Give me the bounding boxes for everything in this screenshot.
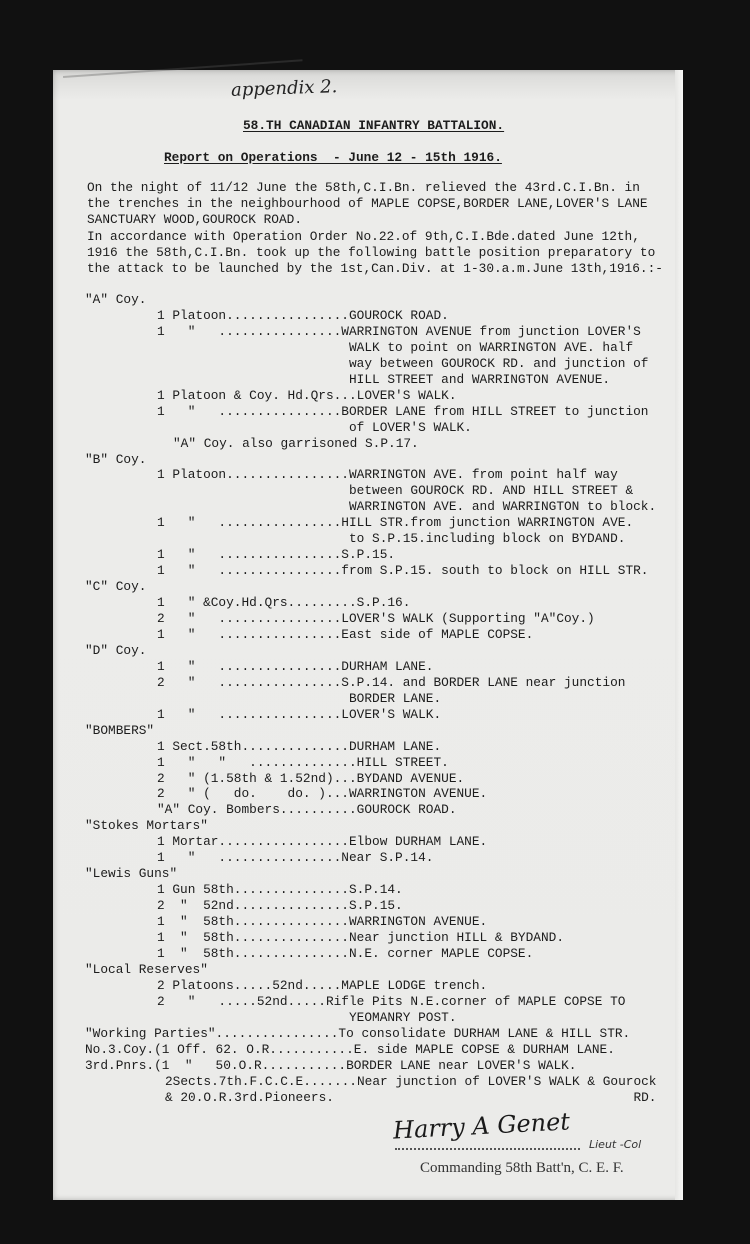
position-entry: "A" Coy. Bombers..........GOUROCK ROAD. [157,802,457,818]
position-entry: 2 " ................S.P.14. and BORDER LANE near junction [157,674,626,690]
section-heading: "Local Reserves" [85,961,208,977]
section-heading: "Stokes Mortars" [85,818,208,834]
position-entry: between GOUROCK RD. AND HILL STREET & [157,483,634,499]
position-entry: 1 Sect.58th..............DURHAM LANE. [157,738,442,754]
position-entry: 3rd.Pnrs.(1 " 50.O.R...........BORDER LANE near LOVER'S WALK. [85,1057,577,1073]
signature-line [395,1148,580,1150]
position-entry: 2 " 52nd...............S.P.15. [157,898,403,914]
position-entry: & 20.O.R.3rd.Pioneers. RD. [165,1089,657,1105]
section-heading: "C" Coy. [85,579,147,595]
position-entry: 1 Platoon................GOUROCK ROAD. [157,307,449,323]
intro-line: In accordance with Operation Order No.22.of 9th,C.I.Bde.dated June 12th, [87,228,640,244]
position-entry: 2 " ( do. do. )...WARRINGTON AVENUE. [157,786,488,802]
position-entry: 1 Platoon & Coy. Hd.Qrs...LOVER'S WALK. [157,387,457,403]
intro-line: SANCTUARY WOOD,GOUROCK ROAD. [87,212,303,228]
section-heading: "D" Coy. [85,642,147,658]
signature-rank: Lieut -Col [589,1138,642,1151]
section-heading: "BOMBERS" [85,722,155,738]
intro-line: 1916 the 58th,C.I.Bn. took up the following battle position preparatory to [87,244,656,260]
position-entry: BORDER LANE. [157,690,442,706]
document-subheading: Report on Operations - June 12 - 15th 1916. [164,150,502,165]
signature-stamp: Commanding 58th Batt'n, C. E. F. [420,1160,624,1176]
section-heading: "Lewis Guns" [85,866,178,882]
position-entry: 1 " ................DURHAM LANE. [157,658,434,674]
position-entry: 1 " &Coy.Hd.Qrs.........S.P.16. [157,595,411,611]
position-entry: 1 " 58th...............Near junction HILL & BYDAND. [157,930,565,945]
intro-line: the attack to be launched by the 1st,Can.Div. at 1-30.a.m.June 13th,1916.:- [87,261,663,276]
position-entry: 1 " ................BORDER LANE from HILL STREET to junction [157,403,649,419]
position-entry: "Working Parties"................To consolidate DURHAM LANE & HILL STR. [85,1025,631,1041]
position-entry: 2 " (1.58th & 1.52nd)...BYDAND AVENUE. [157,770,465,786]
intro-line: On the night of 11/12 June the 58th,C.I.Bn. relieved the 43rd.C.I.Bn. in [87,180,640,195]
position-entry: No.3.Coy.(1 Off. 62. O.R...........E. side MAPLE COPSE & DURHAM LANE. [85,1041,615,1057]
position-entry: way between GOUROCK RD. and junction of [157,355,649,371]
handwritten-annotation: appendix 2. [230,76,338,101]
position-entry: HILL STREET and WARRINGTON AVENUE. [157,371,611,387]
position-entry: 1 Gun 58th...............S.P.14. [157,882,403,898]
position-entry: 1 " ................Near S.P.14. [157,850,434,866]
position-entry: 2 " .....52nd.....Rifle Pits N.E.corner of MAPLE COPSE TO [157,993,626,1009]
position-entry: 1 " ................LOVER'S WALK. [157,706,442,722]
position-entry: 1 " ................East side of MAPLE COPSE. [157,626,534,642]
intro-line: the trenches in the neighbourhood of MAPLE COPSE,BORDER LANE,LOVER'S LANE [87,196,648,212]
position-entry: 1 " ................HILL STR.from junction WARRINGTON AVE. [157,515,634,531]
section-heading: "A" Coy. [85,292,147,307]
position-entry: 1 " 58th...............N.E. corner MAPLE COPSE. [157,945,534,961]
position-entry: 2Sects.7th.F.C.C.E.......Near junction of LOVER'S WALK & Gourock [165,1073,657,1089]
position-entry: to S.P.15.including block on BYDAND. [157,531,626,547]
position-entry: 2 Platoons.....52nd.....MAPLE LODGE trench. [157,977,488,993]
position-entry: 2 " ................LOVER'S WALK (Supporting "A"Coy.) [157,611,595,626]
position-entry: 1 " ................S.P.15. [157,547,396,563]
position-entry: 1 Platoon................WARRINGTON AVE. from point half way [157,467,618,483]
signature: Harry A Genet [392,1107,571,1145]
document-heading: 58.TH CANADIAN INFANTRY BATTALION. [243,118,505,133]
position-entry: "A" Coy. also garrisoned S.P.17. [173,435,419,451]
position-entry: 1 " " ..............HILL STREET. [157,754,449,770]
position-entry: WARRINGTON AVE. and WARRINGTON to block. [157,499,657,515]
position-entry: 1 " ................WARRINGTON AVENUE from junction LOVER'S [157,323,641,339]
section-heading: "B" Coy. [85,451,147,467]
position-entry: of LOVER'S WALK. [157,419,472,435]
document-page [53,70,683,1200]
position-entry: WALK to point on WARRINGTON AVE. half [157,339,634,355]
position-entry: 1 Mortar.................Elbow DURHAM LANE. [157,834,488,850]
position-entry: 1 " 58th...............WARRINGTON AVENUE. [157,914,488,930]
position-entry: YEOMANRY POST. [157,1009,457,1025]
position-entry: 1 " ................from S.P.15. south to block on HILL STR. [157,563,649,579]
